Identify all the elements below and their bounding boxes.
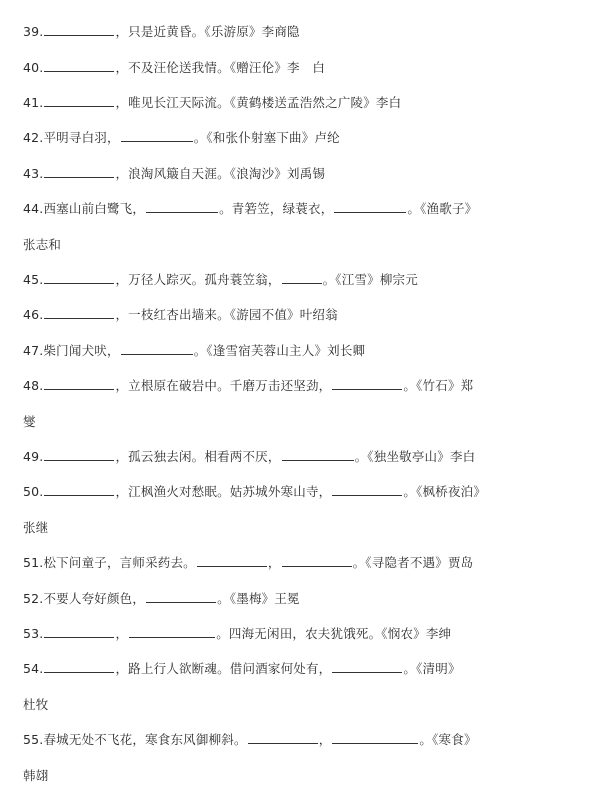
question-text: 。《枫桥夜泊》 [403, 484, 487, 499]
question-text: 平明寻白羽， [43, 130, 120, 145]
question-text: 。《寻隐者不遇》贾岛 [352, 555, 474, 570]
question-number: 47. [23, 343, 44, 358]
question-text: 。青箬笠，绿蓑衣， [219, 201, 334, 216]
question-54 [23, 659, 461, 679]
question-text: 。《渔歌子》 [407, 201, 478, 216]
question-number: 45. [23, 272, 44, 287]
answer-blank[interactable] [197, 554, 267, 567]
author-name: 张继 [23, 520, 49, 535]
question-text: 松下问童子，言师采药去。 [43, 555, 196, 570]
question-text: 柴门闻犬吠， [43, 343, 120, 358]
author-name: 韩翃 [23, 768, 49, 783]
question-52 [23, 589, 300, 609]
answer-blank[interactable] [282, 448, 354, 461]
question-41 [23, 93, 401, 113]
question-44 [23, 199, 477, 219]
question-40 [23, 58, 325, 78]
question-number: 50. [23, 484, 44, 499]
question-text: 。《江雪》柳宗元 [322, 272, 418, 287]
question-text: 。四海无闲田，农夫犹饿死。《悯农》李绅 [216, 626, 452, 641]
question-number: 52. [23, 591, 44, 606]
answer-blank[interactable] [44, 271, 114, 284]
question-text: ，路上行人欲断魂。借问酒家何处有， [115, 661, 332, 676]
answer-blank[interactable] [44, 306, 114, 319]
question-text: ，不及汪伦送我情。《赠汪伦》李 白 [115, 60, 326, 75]
answer-blank[interactable] [146, 590, 216, 603]
question-text: 。《逢雪宿芙蓉山主人》刘长卿 [193, 343, 366, 358]
answer-blank[interactable] [146, 200, 218, 213]
question-number: 43. [23, 166, 44, 181]
answer-blank[interactable] [44, 483, 114, 496]
answer-blank[interactable] [332, 377, 402, 390]
question-48-continuation [23, 412, 36, 432]
question-text: ，浪淘风簸自天涯。《浪淘沙》刘禹锡 [115, 166, 326, 181]
question-53 [23, 624, 451, 644]
question-55 [23, 730, 477, 750]
question-text: ， [267, 555, 281, 570]
question-text: ，一枝红杏出墙来。《游园不值》叶绍翁 [115, 307, 338, 322]
answer-blank[interactable] [332, 660, 402, 673]
question-text: 不要人夸好颜色， [43, 591, 146, 606]
author-name: 张志和 [23, 237, 62, 252]
question-51 [23, 553, 473, 573]
question-44-continuation [23, 235, 61, 255]
answer-blank[interactable] [121, 342, 193, 355]
question-number: 49. [23, 449, 44, 464]
question-50 [23, 482, 486, 502]
question-text: ，唯见长江天际流。《黄鹤楼送孟浩然之广陵》李白 [115, 95, 402, 110]
question-46 [23, 305, 338, 325]
answer-blank[interactable] [282, 271, 322, 284]
question-text: 。《竹石》郑 [403, 378, 474, 393]
question-number: 42. [23, 130, 44, 145]
question-text: 。《清明》 [403, 661, 461, 676]
answer-blank[interactable] [44, 59, 114, 72]
question-number: 40. [23, 60, 44, 75]
question-text: ，只是近黄昏。《乐游原》李商隐 [115, 24, 300, 39]
question-54-continuation [23, 695, 48, 715]
answer-blank[interactable] [44, 625, 114, 638]
question-text: ，立根原在破岩中。千磨万击还坚劲， [115, 378, 332, 393]
question-42 [23, 128, 340, 148]
question-text: 春城无处不飞花，寒食东风御柳斜。 [43, 732, 247, 747]
question-48 [23, 376, 473, 396]
question-text: 。《寒食》 [419, 732, 477, 747]
answer-blank[interactable] [44, 377, 114, 390]
question-text: ， [115, 626, 129, 641]
question-39 [23, 22, 300, 42]
question-number: 53. [23, 626, 44, 641]
answer-blank[interactable] [282, 554, 352, 567]
question-number: 48. [23, 378, 44, 393]
answer-blank[interactable] [248, 731, 318, 744]
answer-blank[interactable] [44, 165, 114, 178]
question-number: 46. [23, 307, 44, 322]
question-45 [23, 270, 418, 290]
answer-blank[interactable] [332, 731, 418, 744]
question-number: 54. [23, 661, 44, 676]
answer-blank[interactable] [44, 448, 114, 461]
answer-blank[interactable] [129, 625, 215, 638]
question-text: 。《独坐敬亭山》李白 [354, 449, 476, 464]
question-number: 51. [23, 555, 44, 570]
author-name: 杜牧 [23, 697, 49, 712]
question-number: 41. [23, 95, 44, 110]
question-text: ，万径人踪灭。孤舟蓑笠翁， [115, 272, 281, 287]
question-49 [23, 447, 475, 467]
answer-blank[interactable] [334, 200, 406, 213]
question-number: 44. [23, 201, 44, 216]
answer-blank[interactable] [44, 94, 114, 107]
author-name: 燮 [23, 414, 36, 429]
question-text: 。《墨梅》王冕 [217, 591, 300, 606]
question-text: ， [318, 732, 332, 747]
question-number: 55. [23, 732, 44, 747]
question-47 [23, 341, 365, 361]
answer-blank[interactable] [44, 660, 114, 673]
answer-blank[interactable] [332, 483, 402, 496]
question-text: ，江枫渔火对愁眠。姑苏城外寒山寺， [115, 484, 332, 499]
question-text: ，孤云独去闲。相看两不厌， [115, 449, 281, 464]
answer-blank[interactable] [121, 129, 193, 142]
question-55-continuation [23, 766, 48, 786]
question-50-continuation [23, 518, 48, 538]
question-text: 。《和张仆射塞下曲》卢纶 [193, 130, 340, 145]
question-43 [23, 164, 325, 184]
question-text: 西塞山前白鹭飞， [43, 201, 146, 216]
answer-blank[interactable] [44, 23, 114, 36]
question-number: 39. [23, 24, 44, 39]
